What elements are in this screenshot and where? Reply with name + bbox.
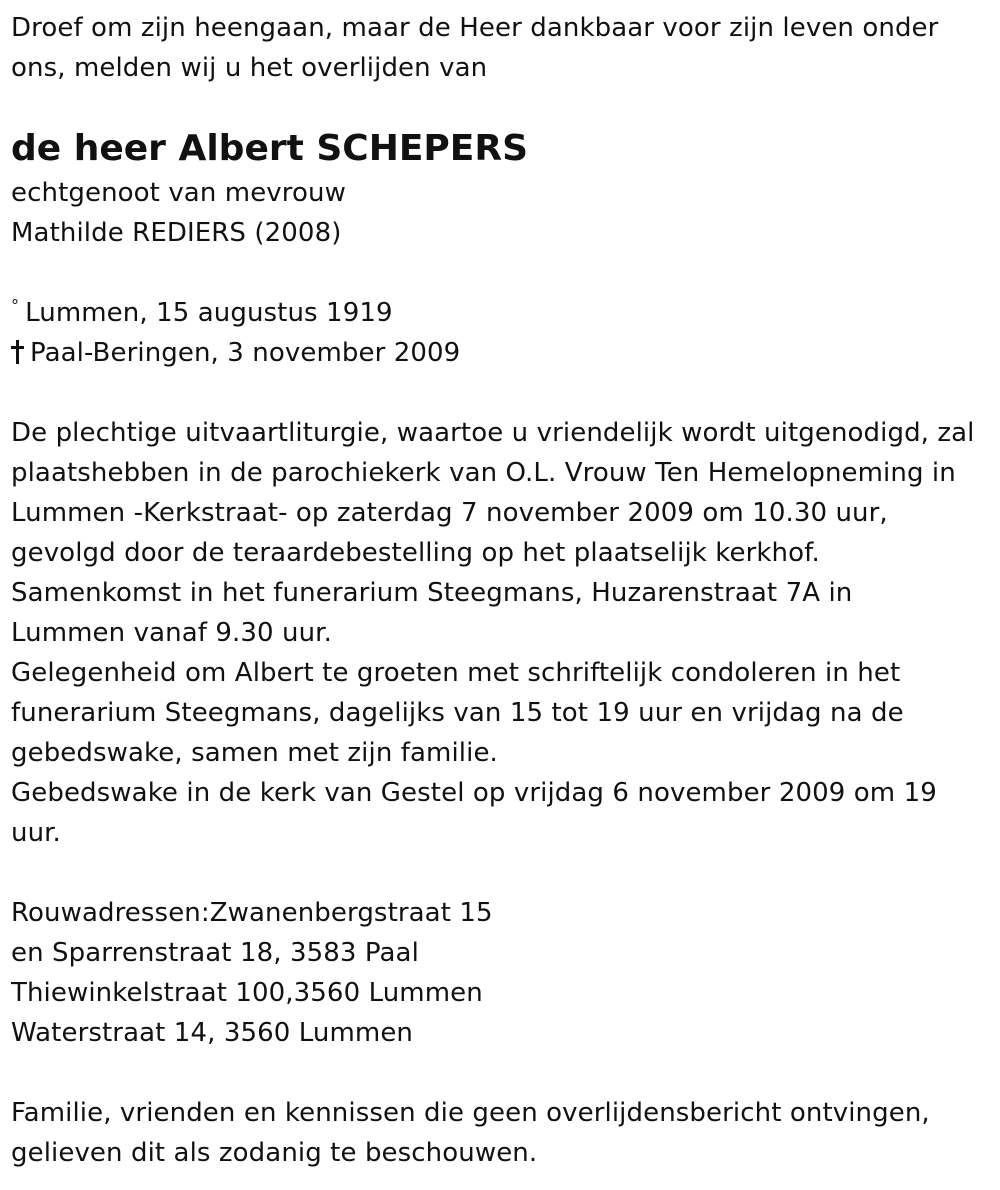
ceremony-details (11, 413, 1000, 853)
spouse-info (11, 173, 1000, 253)
spouse-line: echtgenoot van mevrouw (11, 178, 346, 208)
spacer (11, 373, 1000, 413)
deceased-name: de heer Albert SCHEPERS (11, 128, 529, 169)
ceremony-line: gebedswake, samen met zijn familie. (11, 738, 498, 768)
ceremony-line: gevolgd door de teraardebestelling op het plaatselijk kerkhof. (11, 538, 820, 568)
death-line (11, 333, 1000, 373)
ceremony-line: Lummen -Kerkstraat- op zaterdag 7 november 2009 om 10.30 uur, (11, 498, 888, 528)
address-line: Rouwadressen:Zwanenbergstraat 15 (11, 898, 493, 928)
death-text: Paal-Beringen, 3 november 2009 (30, 338, 461, 368)
birth-text: Lummen, 15 augustus 1919 (25, 298, 393, 328)
closing-line: Familie, vrienden en kennissen die geen overlijdensbericht ontvingen, (11, 1098, 930, 1128)
intro-line: ons, melden wij u het overlijden van (11, 53, 488, 83)
birth-symbol: ° (11, 296, 20, 315)
address-line: Thiewinkelstraat 100,3560 Lummen (11, 978, 483, 1008)
intro-line: Droef om zijn heengaan, maar de Heer dankbaar voor zijn leven onder (11, 13, 939, 43)
ceremony-line: funerarium Steegmans, dagelijks van 15 tot 19 uur en vrijdag na de (11, 698, 904, 728)
address-line: en Sparrenstraat 18, 3583 Paal (11, 938, 419, 968)
ceremony-line: uur. (11, 818, 61, 848)
closing-line: gelieven dit als zodanig te beschouwen. (11, 1138, 538, 1168)
ceremony-line: Gelegenheid om Albert te groeten met schriftelijk condoleren in het (11, 658, 901, 688)
birth-line (11, 293, 1000, 333)
ceremony-line: Gebedswake in de kerk van Gestel op vrijdag 6 november 2009 om 19 (11, 778, 937, 808)
intro-text (11, 8, 1000, 88)
spacer (11, 253, 1000, 293)
spacer (11, 1053, 1000, 1093)
spacer (11, 853, 1000, 893)
address-line: Waterstraat 14, 3560 Lummen (11, 1018, 413, 1048)
life-dates (11, 293, 1000, 373)
mourning-addresses (11, 893, 1000, 1053)
cross-icon (11, 339, 25, 365)
ceremony-line: De plechtige uitvaartliturgie, waartoe u vriendelijk wordt uitgenodigd, zal (11, 418, 975, 448)
spouse-line: Mathilde REDIERS (2008) (11, 218, 342, 248)
ceremony-line: Samenkomst in het funerarium Steegmans, Huzarenstraat 7A in (11, 578, 853, 608)
ceremony-line: Lummen vanaf 9.30 uur. (11, 618, 332, 648)
closing-text (11, 1093, 1000, 1173)
ceremony-line: plaatshebben in de parochiekerk van O.L. Vrouw Ten Hemelopneming in (11, 458, 956, 488)
